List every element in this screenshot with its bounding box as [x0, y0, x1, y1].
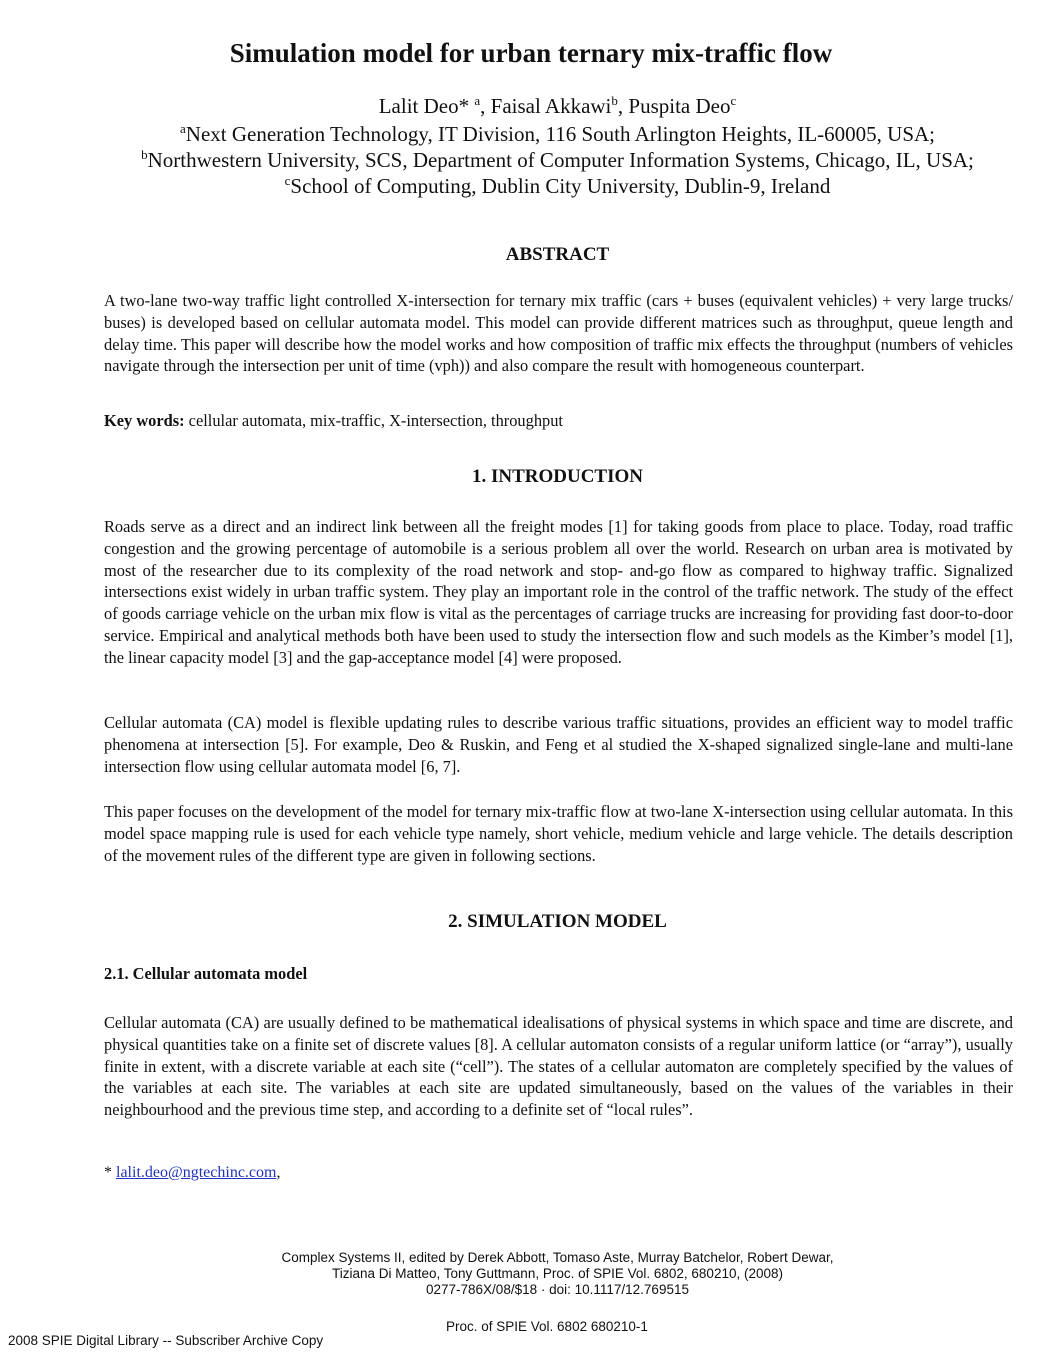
- citation-line: Complex Systems II, edited by Derek Abbott, Tomaso Aste, Murray Batchelor, Robert Dewar,: [281, 1250, 834, 1265]
- author-name: Lalit Deo*: [378, 94, 470, 118]
- affiliation-text: Northwestern University, SCS, Department of Computer Information Systems, Chicago, IL, USA;: [147, 148, 974, 172]
- author-name: , Puspita Deo: [617, 94, 731, 118]
- affiliation-text: Next Generation Technology, IT Division, 116 South Arlington Heights, IL-60005, USA;: [185, 122, 935, 146]
- affiliation-sup: a: [180, 121, 186, 136]
- keywords-label: Key words:: [104, 411, 185, 430]
- footnote-trail: ,: [276, 1164, 281, 1181]
- page-number: Proc. of SPIE Vol. 6802 680210-1: [446, 1319, 648, 1334]
- section-heading-introduction: 1. INTRODUCTION: [471, 466, 644, 487]
- paragraph: Roads serve as a direct and an indirect link between all the freight modes [1] for taking goods from place to place. Today, road traffic congestion and the growing percentage of automobile is a serious problem all over the world. Research on urban area is motivated by most of the researcher due to its complexity of the road network and stop- and-go flow as compared to highway traffic. Signalized intersections exist widely in urban traffic system. They play an important role in the control of the traffic network. The study of the effect of goods carriage vehicle on the urban mix flow is vital as the percentages of carriage trucks are increasing for providing fast door-to-door service. Empirical and analytical methods both have been used to study the intersection flow and such models as the Kimber’s model [1], the linear capacity model [3] and the gap-acceptance model [4] were proposed.: [104, 517, 1013, 667]
- footnote-email-link[interactable]: lalit.deo@ngtechinc.com: [116, 1164, 277, 1181]
- affiliation-sup: b: [141, 147, 148, 162]
- citation-line: 0277-786X/08/$18 · doi: 10.1117/12.769515: [426, 1282, 689, 1297]
- author-sup: c: [730, 93, 737, 108]
- affiliation-line: [0, 147, 1062, 173]
- author-sup: a: [474, 93, 481, 108]
- abstract-text: A two-lane two-way traffic light controlled X-intersection for ternary mix traffic (cars + buses (equivalent vehicles) + very large trucks/ buses) is developed based on cellular automata model. This model can provide different matrices such as throughput, queue length and delay time. This paper will describe how the model works and how composition of traffic mix effects the throughput (numbers of vehicles navigate through the intersection per unit of time (vph)) and also compare the result with homogeneous counterpart.: [104, 291, 1013, 376]
- section-heading-simulation: 2. SIMULATION MODEL: [448, 911, 667, 932]
- citation-line: Tiziana Di Matteo, Tony Guttmann, Proc. of SPIE Vol. 6802, 680210, (2008): [331, 1266, 783, 1281]
- keywords: [104, 410, 1013, 432]
- affiliation-sup: c: [284, 173, 291, 188]
- footnote-marker: *: [104, 1164, 116, 1181]
- author-name: , Faisal Akkawi: [480, 94, 612, 118]
- archive-notice: 2008 SPIE Digital Library -- Subscriber Archive Copy: [8, 1333, 324, 1348]
- paragraph: This paper focuses on the development of the model for ternary mix-traffic flow at two-lane X-intersection using cellular automata. In this model space mapping rule is used for each vehicle type namely, short vehicle, medium vehicle and large vehicle. The details description of the movement rules of the different type are given in following sections.: [104, 802, 1013, 865]
- footnote: [104, 1163, 280, 1183]
- subsection-heading: 2.1. Cellular automata model: [104, 964, 308, 983]
- paragraph: Cellular automata (CA) are usually defined to be mathematical idealisations of physical systems in which space and time are discrete, and physical quantities take on a finite set of discrete values [8]. A cellular automaton consists of a regular uniform lattice (or “array”), usually finite in extent, with a discrete variable at each site (“cell”). The states of a cellular automaton are completely specified by the values of the variables at each site. The variables at each site are updated simultaneously, based on the values of the variables in their neighbourhood and the previous time step, and according to a definite set of “local rules”.: [104, 1013, 1013, 1120]
- affiliation-text: School of Computing, Dublin City University, Dublin-9, Ireland: [290, 174, 831, 198]
- affiliation-line: [0, 121, 1062, 147]
- author-sup: b: [611, 93, 618, 108]
- keywords-text: cellular automata, mix-traffic, X-intersection, throughput: [184, 411, 563, 430]
- author-line: [0, 93, 1062, 119]
- affiliation-line: [0, 173, 1062, 199]
- paper-title: Simulation model for urban ternary mix-traffic flow: [229, 38, 833, 68]
- paragraph: Cellular automata (CA) model is flexible updating rules to describe various traffic situations, provides an efficient way to model traffic phenomena at intersection [5]. For example, Deo & Ruskin, and Feng et al studied the X-shaped signalized single-lane and multi-lane intersection flow using cellular automata model [6, 7].: [104, 713, 1013, 776]
- abstract-heading: ABSTRACT: [505, 244, 610, 265]
